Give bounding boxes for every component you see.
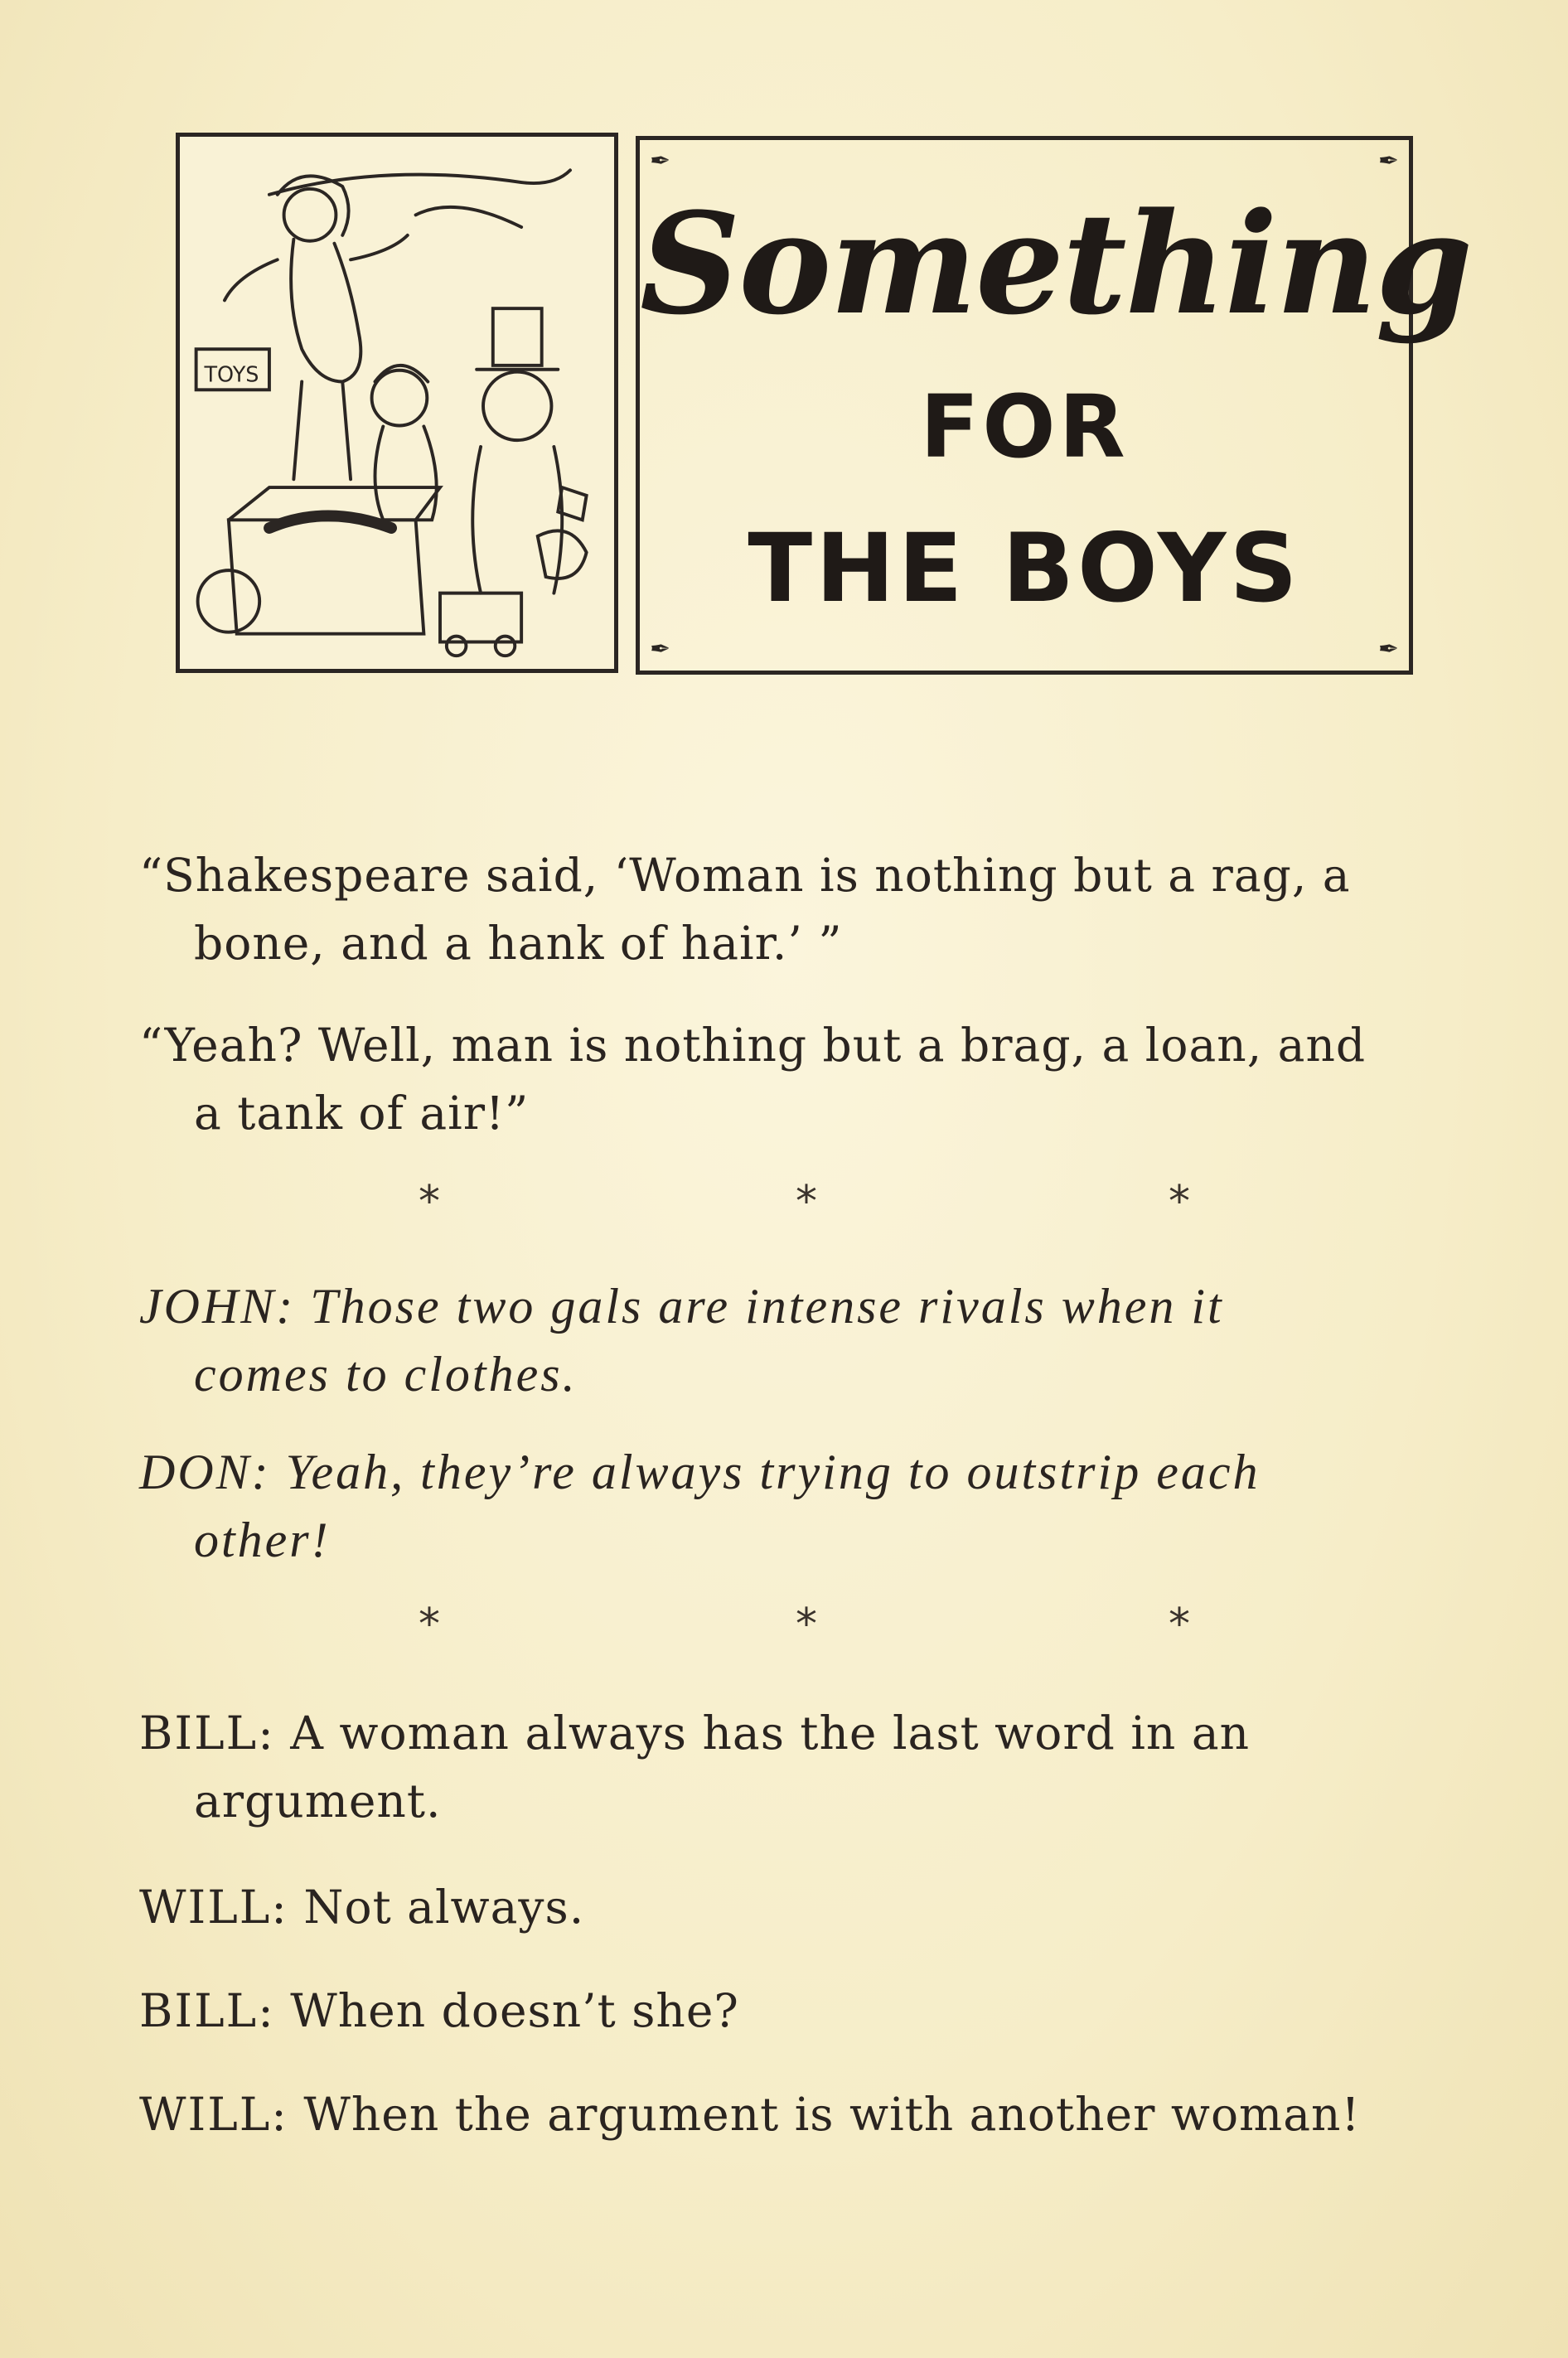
separator-star: * <box>419 1600 440 1649</box>
joke-line: “Shakespeare said, ‘Woman is nothing but a rag, a <box>139 849 1351 902</box>
dialogue-text: Those two gals are intense rivals when it <box>310 1279 1224 1334</box>
speaker-label: BILL: <box>139 1984 275 2037</box>
joke-line: “Yeah? Well, man is nothing but a brag, a loan, and <box>139 1019 1367 1072</box>
corner-ornament-icon: ✒ <box>1377 635 1399 664</box>
dialogue-don <box>139 1438 1490 1574</box>
speaker-label: WILL: <box>139 1881 288 1934</box>
separator-star: * <box>1169 1600 1190 1649</box>
separator-star: * <box>1169 1177 1190 1227</box>
separator-star: * <box>796 1177 817 1227</box>
dialogue-text: other! <box>194 1513 331 1567</box>
title-something: Something <box>640 182 1472 346</box>
dialogue-john <box>139 1272 1490 1408</box>
joke-reply <box>139 1011 1490 1147</box>
dialogue-text: Yeah, they’re always trying to outstrip each <box>285 1445 1261 1499</box>
dialogue-will-2 <box>139 2080 1490 2148</box>
joke-line: a tank of air!” <box>194 1087 530 1140</box>
speaker-label: WILL: <box>139 2088 288 2141</box>
title-the-boys: THE BOYS <box>748 513 1301 623</box>
speaker-label: BILL: <box>139 1707 275 1760</box>
speaker-label: JOHN: <box>139 1279 296 1334</box>
dialogue-bill-2 <box>139 1977 1490 2045</box>
dialogue-text: comes to clothes. <box>194 1347 578 1402</box>
speaker-label: DON: <box>139 1445 271 1499</box>
joke-shakespeare-quote <box>139 841 1490 977</box>
separator-star: * <box>796 1600 817 1649</box>
dialogue-will-1 <box>139 1873 1490 1941</box>
toys-sign-text: TOYS <box>204 362 259 388</box>
dialogue-text: When doesn’t she? <box>290 1984 739 2037</box>
joke-line: bone, and a hank of hair.’ ” <box>194 917 843 970</box>
separator-star: * <box>419 1177 440 1227</box>
corner-ornament-icon: ✒ <box>650 147 671 176</box>
title-for: FOR <box>920 376 1129 477</box>
dialogue-text: Not always. <box>303 1881 585 1934</box>
dialogue-text: A woman always has the last word in an <box>290 1707 1251 1760</box>
dialogue-bill-1 <box>139 1699 1490 1835</box>
corner-ornament-icon: ✒ <box>1377 147 1399 176</box>
dialogue-text: When the argument is with another woman! <box>303 2088 1361 2141</box>
dialogue-text: argument. <box>194 1775 442 1828</box>
corner-ornament-icon: ✒ <box>650 635 671 664</box>
